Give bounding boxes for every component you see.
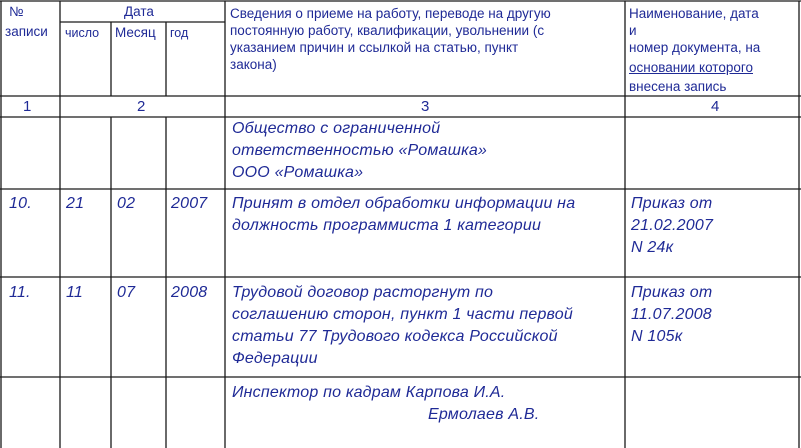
record-doc-line: N 105к [631, 328, 683, 345]
column-number: 2 [137, 98, 146, 115]
header-svedeniya-line: постоянную работу, квалификации, увольнении (с [230, 23, 545, 38]
record-no: 11. [9, 284, 31, 301]
header-mesyats: Месяц [115, 25, 156, 40]
record-year: 2007 [171, 195, 208, 212]
org-line: Общество с ограниченной [232, 120, 441, 137]
record-day: 21 [66, 195, 85, 212]
header-god: год [170, 26, 189, 40]
header-naimenovanie-line: номер документа, на [629, 40, 761, 55]
record-doc-line: N 24к [631, 239, 674, 256]
header-naimenovanie-line: внесена запись [629, 79, 727, 94]
record-doc-line: Приказ от [631, 195, 713, 212]
record-month: 02 [117, 195, 136, 212]
record-day: 11 [66, 284, 84, 301]
column-number: 3 [421, 98, 430, 115]
header-no: № [9, 4, 24, 19]
record-no: 10. [9, 195, 32, 212]
inspector-line: Ермолаев А.В. [428, 406, 540, 423]
header-naimenovanie-line: основании которого [629, 60, 753, 75]
header-svedeniya-line: закона) [230, 57, 277, 72]
header-chislo: число [65, 26, 100, 40]
header-zapisi: записи [5, 24, 48, 39]
record-text-line: должность программиста 1 категории [232, 217, 542, 234]
record-text-line: Трудовой договор расторгнут по [232, 284, 494, 301]
record-doc-line: 11.07.2008 [631, 306, 712, 323]
record-doc-line: Приказ от [631, 284, 713, 301]
record-text-line: статьи 77 Трудового кодекса Российской [232, 328, 558, 345]
org-line: ООО «Ромашка» [232, 164, 364, 181]
record-month: 07 [117, 284, 136, 301]
header-svedeniya-line: указанием причин и ссылкой на статью, пункт [230, 40, 519, 55]
header-naimenovanie-line: и [629, 23, 637, 38]
org-line: ответственностью «Ромашка» [232, 142, 488, 159]
column-number: 4 [711, 98, 720, 115]
record-doc-line: 21.02.2007 [631, 217, 714, 234]
record-text-line: Принят в отдел обработки информации на [232, 195, 576, 212]
record-year: 2008 [171, 284, 208, 301]
header-data: Дата [124, 4, 154, 19]
inspector-line: Инспектор по кадрам Карпова И.А. [232, 384, 506, 401]
record-text-line: Федерации [232, 350, 318, 367]
header-svedeniya-line: Сведения о приеме на работу, переводе на другую [230, 6, 551, 21]
column-number: 1 [23, 98, 32, 115]
header-naimenovanie-line: Наименование, дата [629, 6, 759, 21]
record-text-line: соглашению сторон, пункт 1 части первой [232, 306, 573, 323]
